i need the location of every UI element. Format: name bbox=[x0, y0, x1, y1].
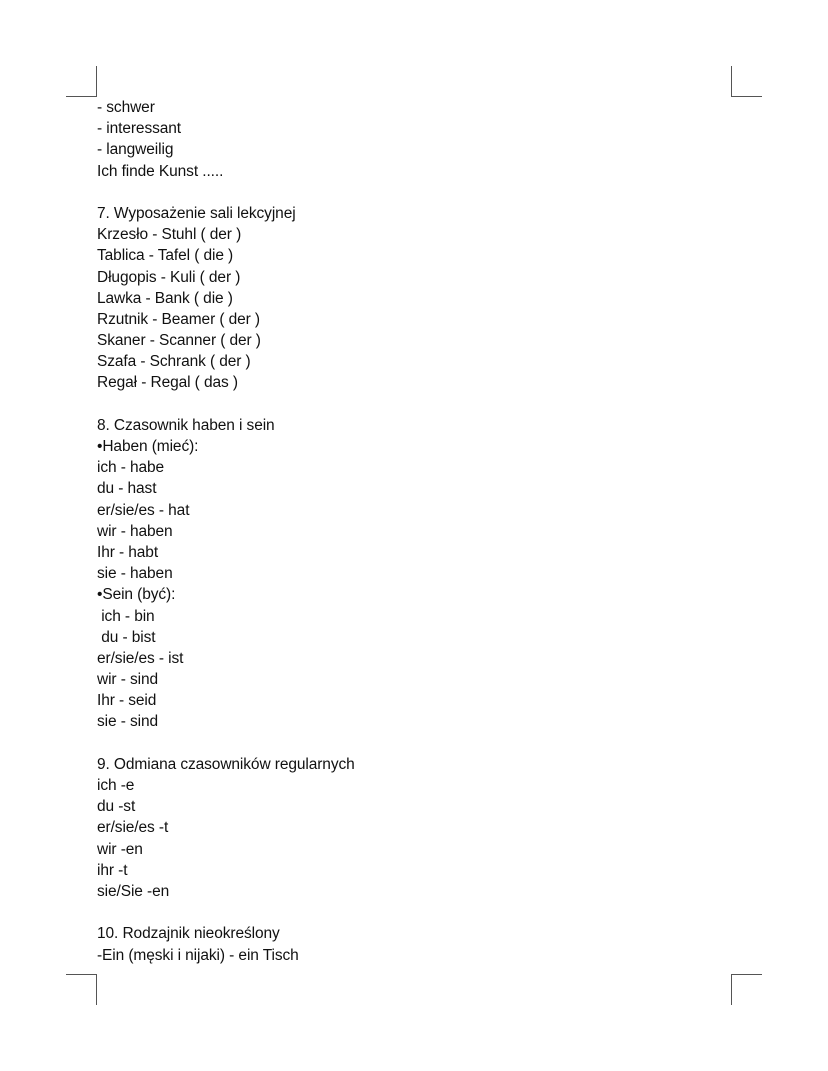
text-line: wir - sind bbox=[97, 671, 159, 689]
text-line: Lawka - Bank ( die ) bbox=[97, 289, 233, 307]
text-line: Regał - Regal ( das ) bbox=[97, 374, 238, 392]
text-line: •Sein (być): bbox=[97, 586, 176, 604]
text-line: Szafa - Schrank ( der ) bbox=[97, 353, 251, 371]
text-line: -Ein (męski i nijaki) - ein Tisch bbox=[97, 946, 299, 964]
text-line: sie - haben bbox=[97, 565, 173, 583]
text-line: - schwer bbox=[97, 99, 155, 116]
text-line: Skaner - Scanner ( der ) bbox=[97, 332, 261, 350]
crop-mark-top-right bbox=[731, 66, 762, 97]
text-line: er/sie/es -t bbox=[97, 819, 169, 837]
blank-line bbox=[97, 182, 697, 203]
text-line: er/sie/es - ist bbox=[97, 649, 184, 667]
text-line: Długopis - Kuli ( der ) bbox=[97, 268, 241, 286]
text-line: du - bist bbox=[97, 628, 156, 646]
section-heading-10: 10. Rodzajnik nieokreślony bbox=[97, 925, 280, 943]
text-line: sie - sind bbox=[97, 713, 159, 731]
text-line: - interessant bbox=[97, 120, 181, 138]
text-line: •Haben (mieć): bbox=[97, 438, 199, 455]
text-line: Krzesło - Stuhl ( der ) bbox=[97, 226, 242, 244]
crop-mark-top-left bbox=[66, 66, 97, 97]
section-heading-8: 8. Czasownik haben i sein bbox=[97, 416, 275, 434]
text-line: Tablica - Tafel ( die ) bbox=[97, 247, 234, 265]
blank-line bbox=[97, 733, 697, 754]
crop-mark-bottom-right bbox=[731, 974, 762, 1005]
blank-line bbox=[97, 902, 697, 923]
section-heading-9: 9. Odmiana czasowników regularnych bbox=[97, 755, 355, 773]
text-line: - langweilig bbox=[97, 141, 174, 159]
text-line: du -st bbox=[97, 798, 136, 816]
text-line: ich - habe bbox=[97, 459, 165, 477]
text-line: ihr -t bbox=[97, 861, 128, 879]
section-heading-7: 7. Wyposażenie sali lekcyjnej bbox=[97, 204, 296, 222]
text-line: du - hast bbox=[97, 480, 157, 498]
crop-mark-bottom-left bbox=[66, 974, 97, 1005]
text-line: ich - bin bbox=[97, 607, 155, 625]
text-line: ich -e bbox=[97, 777, 135, 794]
text-line: wir - haben bbox=[97, 522, 173, 540]
text-line: Rzutnik - Beamer ( der ) bbox=[97, 310, 260, 328]
text-line: Ihr - seid bbox=[97, 692, 157, 710]
text-line: wir -en bbox=[97, 840, 143, 858]
text-line: Ich finde Kunst ..... bbox=[97, 162, 224, 180]
document-body bbox=[97, 97, 697, 966]
text-line: Ihr - habt bbox=[97, 543, 159, 561]
blank-line bbox=[97, 394, 697, 415]
text-line: er/sie/es - hat bbox=[97, 501, 190, 519]
text-line: sie/Sie -en bbox=[97, 882, 170, 900]
